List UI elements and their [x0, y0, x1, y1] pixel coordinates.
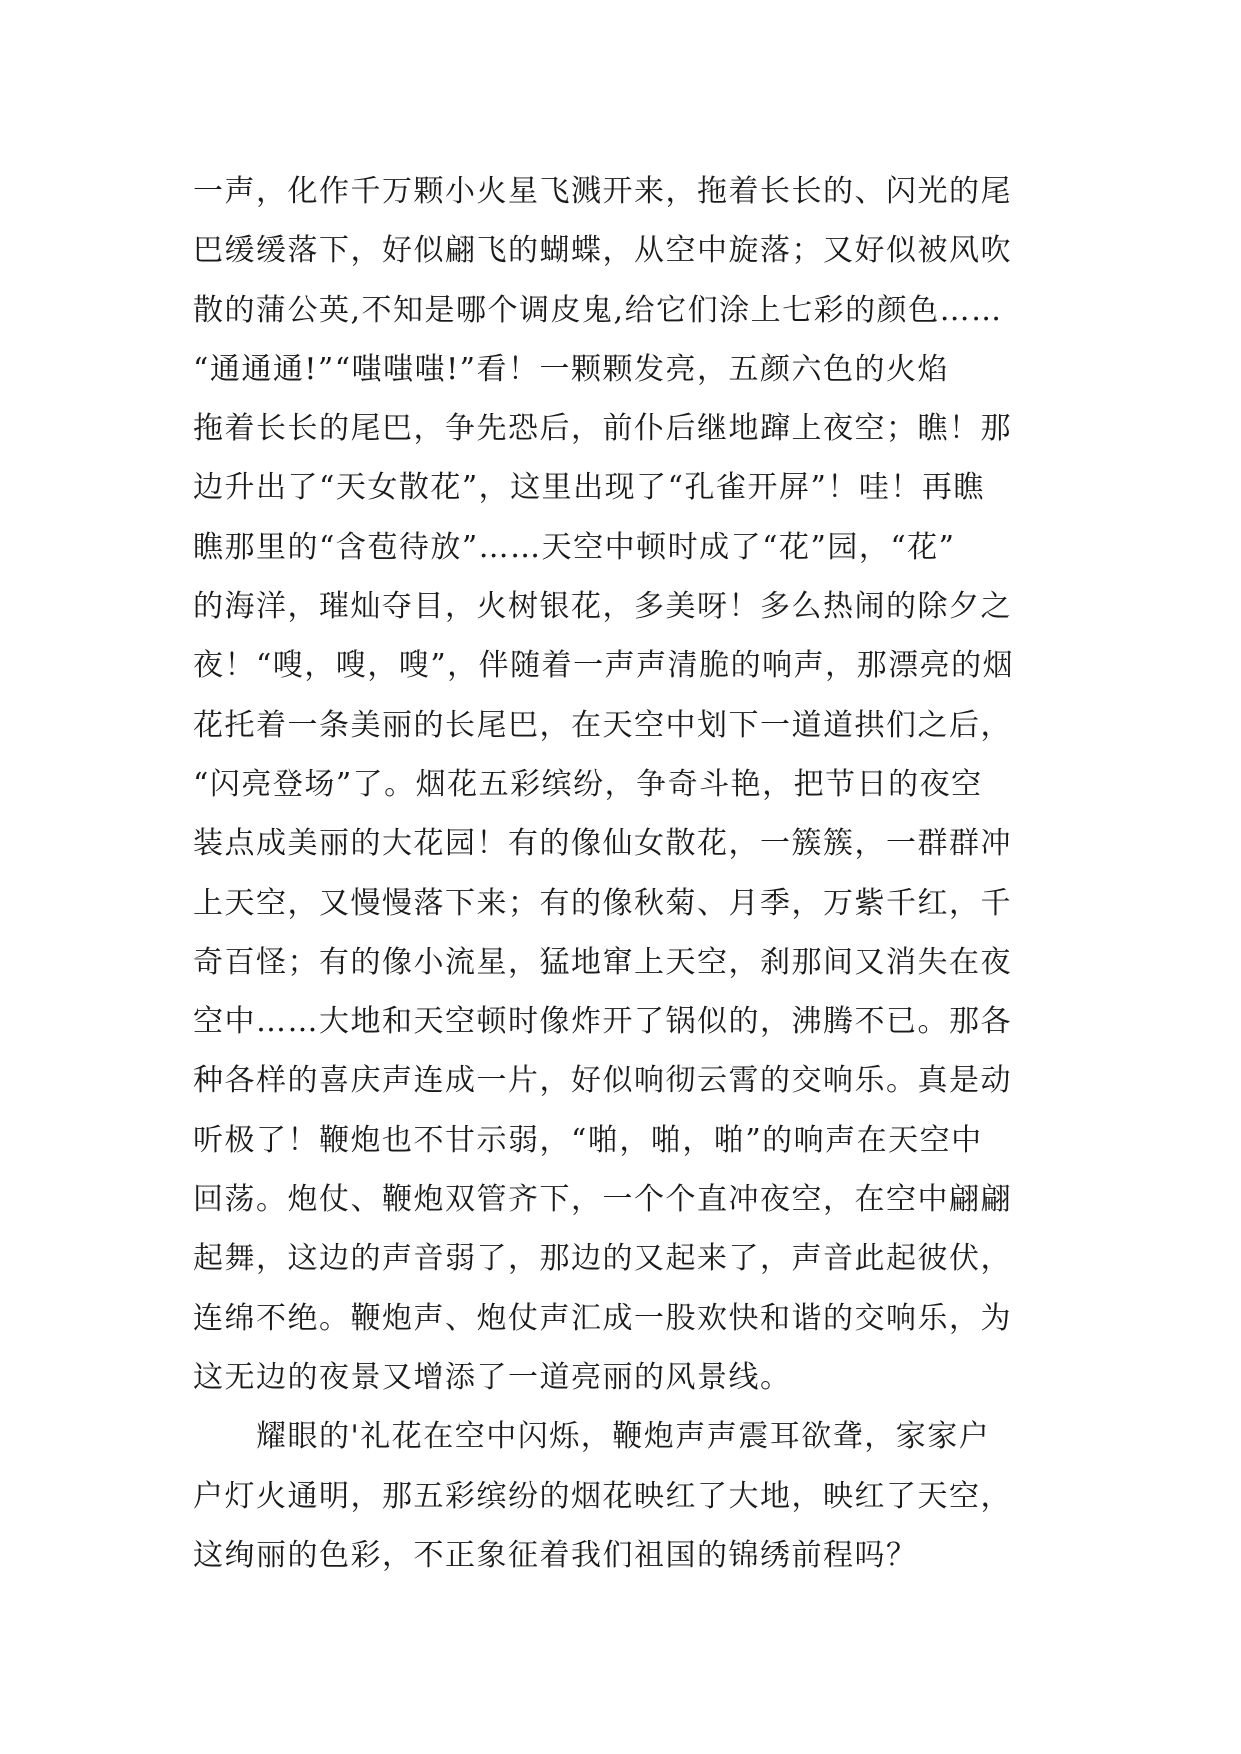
paragraph-1-line-1: 一声，化作千万颗小火星飞溅开来，拖着长长的、闪光的尾	[193, 174, 1012, 209]
paragraph-1-line-13: 上天空，又慢慢落下来；有的像秋菊、月季，万紫千红，千	[193, 885, 1012, 921]
paragraph-2-line-1: 耀眼的'礼花在空中闪烁，鞭炮声声震耳欲聋，家家户	[256, 1419, 991, 1455]
paragraph-1-line-10: 花托着一条美丽的长尾巴，在天空中划下一道道拱们之后，	[193, 707, 1012, 743]
paragraph-1-line-18: 回荡。炮仗、鞭炮双管齐下，一个个直冲夜空，在空中翩翩	[193, 1182, 1012, 1218]
paragraph-1-line-17: 听极了！鞭炮也不甘示弱，“啪，啪，啪”的响声在天空中	[193, 1122, 983, 1158]
paragraph-1-line-4: “通通通!”“嗤嗤嗤!”看！一颗颗发亮，五颜六色的火焰	[193, 351, 949, 387]
paragraph-1-line-5: 拖着长长的尾巴，争先恐后，前仆后继地蹿上夜空；瞧！那	[193, 411, 1012, 447]
paragraph-1-line-20: 连绵不绝。鞭炮声、炮仗声汇成一股欢快和谐的交响乐，为	[193, 1300, 1012, 1336]
paragraph-1-line-6: 边升出了“天女散花”，这里出现了“孔雀开屏”！哇！再瞧	[193, 470, 985, 506]
paragraph-1-line-9: 夜！“嗖，嗖，嗖”，伴随着一声声清脆的响声，那漂亮的烟	[193, 648, 1015, 684]
paragraph-1-line-16: 种各样的喜庆声连成一片，好似响彻云霄的交响乐。真是动	[193, 1063, 1012, 1099]
paragraph-1-line-14: 奇百怪；有的像小流星，猛地窜上天空，刹那间又消失在夜	[193, 944, 1012, 980]
document-body	[193, 162, 1073, 1585]
paragraph-2-line-2: 户灯火通明，那五彩缤纷的烟花映红了大地，映红了天空，	[193, 1478, 1012, 1514]
paragraph-1-line-21: 这无边的夜景又增添了一道亮丽的风景线。	[193, 1359, 792, 1395]
paragraph-1-line-3: 散的蒲公英,不知是哪个调皮鬼,给它们涂上七彩的颜色……	[193, 292, 1003, 328]
paragraph-1-line-11: “闪亮登场”了。烟花五彩缤纷，争奇斗艳，把节日的夜空	[193, 766, 983, 802]
paragraph-1-line-2: 巴缓缓落下，好似翩飞的蝴蝶，从空中旋落；又好似被风吹	[193, 233, 1012, 269]
paragraph-1-line-12: 装点成美丽的大花园！有的像仙女散花，一簇簇，一群群冲	[193, 826, 1012, 862]
paragraph-1-line-7: 瞧那里的“含苞待放”……天空中顿时成了“花”园，“花”	[193, 529, 956, 565]
paragraph-1-line-19: 起舞，这边的声音弱了，那边的又起来了，声音此起彼伏，	[193, 1241, 1012, 1277]
paragraph-1-line-8: 的海洋，璀灿夺目，火树银花，多美呀！多么热闹的除夕之	[193, 589, 1012, 625]
paragraph-1-line-15: 空中……大地和天空顿时像炸开了锅似的，沸腾不已。那各	[193, 1004, 1012, 1040]
paragraph-2-line-3: 这绚丽的色彩，不正象征着我们祖国的锦绣前程吗？	[193, 1537, 918, 1573]
